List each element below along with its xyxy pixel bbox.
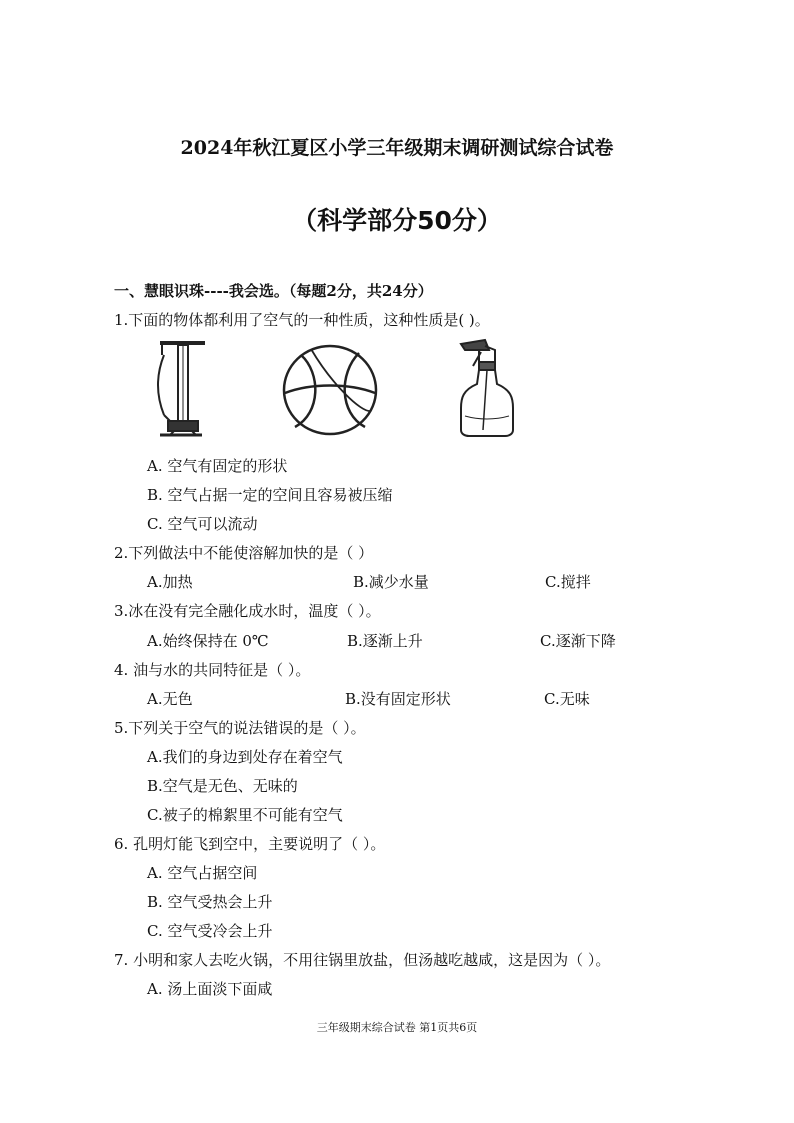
question-3-stem: 3.冰在没有完全融化成水时，温度（ ）。 [114, 602, 381, 620]
question-6-option-c: C. 空气受冷会上升 [147, 922, 273, 940]
question-1-stem: 1.下面的物体都利用了空气的一种性质，这种性质是( )。 [114, 311, 490, 329]
page-title: 2024年秋江夏区小学三年级期末调研测试综合试卷 [180, 137, 614, 159]
basketball-icon [281, 343, 379, 438]
question-3-option-b: B.逐渐上升 [347, 632, 423, 650]
question-4-option-a: A.无色 [147, 690, 193, 708]
question-1-option-b: B. 空气占据一定的空间且容易被压缩 [147, 486, 393, 504]
question-5-option-c: C.被子的棉絮里不可能有空气 [147, 806, 343, 824]
question-2-option-b: B.减少水量 [353, 573, 429, 591]
question-3-option-c: C.逐渐下降 [540, 632, 616, 650]
question-4-stem: 4. 油与水的共同特征是（ ）。 [114, 661, 311, 679]
question-1-option-c: C. 空气可以流动 [147, 515, 258, 533]
question-5-option-b: B.空气是无色、无味的 [147, 777, 298, 795]
question-6-option-b: B. 空气受热会上升 [147, 893, 273, 911]
question-7-stem: 7. 小明和家人去吃火锅，不用往锅里放盐，但汤越吃越咸，这是因为（ ）。 [114, 951, 611, 969]
question-6-stem: 6. 孔明灯能飞到空中，主要说明了（ ）。 [114, 835, 386, 853]
page-footer: 三年级期末综合试卷 第1页共6页 [316, 1021, 478, 1034]
question-2-option-c: C.搅拌 [545, 573, 591, 591]
air-pump-icon [150, 335, 210, 440]
question-1-option-a: A. 空气有固定的形状 [147, 457, 288, 475]
question-2-stem: 2.下列做法中不能使溶解加快的是（ ） [114, 544, 374, 562]
question-3-option-a: A.始终保持在 0℃ [147, 632, 269, 650]
section-heading: 一、慧眼识珠----我会选。（每题2分，共24分） [114, 282, 433, 300]
page-subtitle: （科学部分50分） [292, 206, 502, 235]
question-5-stem: 5.下列关于空气的说法错误的是（ ）。 [114, 719, 366, 737]
question-2-option-a: A.加热 [147, 573, 193, 591]
question-7-option-a: A. 汤上面淡下面咸 [147, 980, 273, 998]
question-5-option-a: A.我们的身边到处存在着空气 [147, 748, 343, 766]
question-4-option-c: C.无味 [544, 690, 590, 708]
question-6-option-a: A. 空气占据空间 [147, 864, 258, 882]
question-4-option-b: B.没有固定形状 [345, 690, 451, 708]
spray-bottle-icon [455, 336, 517, 438]
